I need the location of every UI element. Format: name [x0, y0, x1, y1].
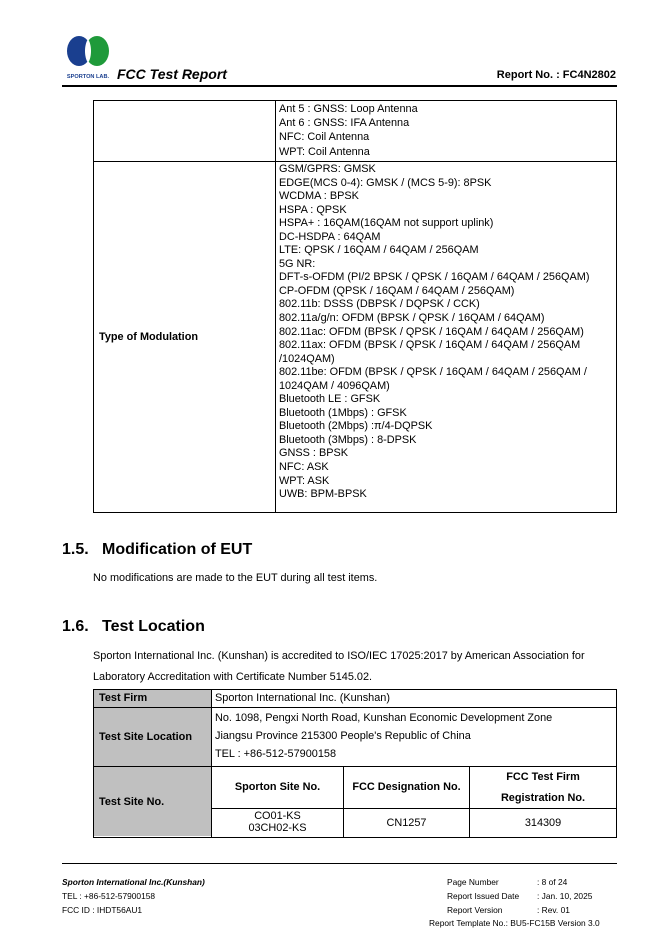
section-heading-test-location: [62, 618, 205, 636]
test-site-no-label-cell: [94, 767, 211, 836]
page-number-value: : 8 of 24: [537, 877, 568, 887]
test-site-no-label: Test Site No.: [99, 796, 165, 808]
list-item: 802.11be: OFDM (BPSK / QPSK / 16QAM / 64QAM / 256QAM /: [279, 366, 587, 379]
report-title: FCC Test Report: [117, 66, 227, 82]
report-version-value: : Rev. 01: [537, 905, 570, 915]
test-firm-label: Test Firm: [99, 692, 148, 704]
site-no-value-line1: CO01-KS: [254, 810, 301, 822]
test-location-table: [93, 689, 617, 838]
list-item: WPT: ASK: [279, 474, 330, 487]
address-line2: Jiangsu Province 215300 People's Republic of China: [215, 730, 471, 742]
list-item: NFC: ASK: [279, 461, 329, 474]
issued-date-label: Report Issued Date: [447, 891, 520, 901]
list-item: NFC: Coil Antenna: [279, 131, 370, 144]
section-title: Test Location: [102, 618, 205, 635]
list-item: GNSS : BPSK: [279, 447, 348, 460]
list-item: Bluetooth LE : GFSK: [279, 393, 381, 406]
section-heading-modification: [62, 541, 252, 559]
column-divider: [275, 101, 276, 512]
list-item: LTE: QPSK / 16QAM / 64QAM / 256QAM: [279, 244, 479, 257]
list-item: /1024QAM): [279, 352, 335, 365]
section-title: Modification of EUT: [102, 541, 253, 558]
fcc-registration-value: 314309: [524, 817, 562, 829]
list-item: 5G NR:: [279, 257, 316, 270]
list-item: 802.11b: DSSS (DBPSK / DQPSK / CCK): [279, 298, 480, 311]
test-site-location-label-cell: [94, 708, 211, 766]
list-item: Bluetooth (1Mbps) : GFSK: [279, 406, 407, 419]
list-item: 802.11ac: OFDM (BPSK / QPSK / 16QAM / 64QAM / 256QAM): [279, 325, 584, 338]
row-divider: [211, 808, 616, 809]
list-item: Ant 5 : GNSS: Loop Antenna: [279, 103, 418, 115]
test-site-location-label: Test Site Location: [99, 731, 192, 743]
page-number-label: Page Number: [447, 877, 499, 887]
issued-date-value: : Jan. 10, 2025: [537, 891, 593, 901]
logo-text: SPORTON LAB.: [66, 74, 110, 80]
header-rule: [62, 85, 617, 87]
telephone: TEL : +86-512-57900158: [215, 748, 336, 760]
list-item: HSPA+ : 16QAM(16QAM not support uplink): [279, 217, 494, 230]
list-item: Bluetooth (2Mbps) :π/4-DQPSK: [279, 420, 433, 433]
row-divider: [94, 707, 616, 708]
test-firm-label-cell: [94, 690, 211, 707]
list-item: 1024QAM / 4096QAM): [279, 379, 390, 392]
list-item: WPT: Coil Antenna: [279, 145, 370, 158]
footer-rule: [62, 863, 617, 864]
section-number: 1.6.: [62, 618, 89, 635]
accreditation-text-line1: Sporton International Inc. (Kunshan) is accredited to ISO/IEC 17025:2017 by American Association for: [93, 650, 585, 662]
fcc-registration-header-line2: Registration No.: [500, 792, 586, 804]
fcc-registration-header-line1: FCC Test Firm: [506, 771, 580, 783]
modulation-list: [279, 163, 589, 502]
footer-tel: TEL : +86-512-57900158: [62, 891, 156, 901]
report-version-label: Report Version: [447, 905, 503, 915]
modification-text: No modifications are made to the EUT during all test items.: [93, 572, 378, 584]
list-item: CP-OFDM (QPSK / 16QAM / 64QAM / 256QAM): [279, 284, 515, 297]
list-item: DC-HSDPA : 64QAM: [279, 230, 381, 243]
footer-company: Sporton International Inc.(Kunshan): [62, 877, 205, 887]
test-firm-value: Sporton International Inc. (Kunshan): [215, 692, 390, 704]
report-number: Report No. : FC4N2802: [496, 69, 616, 81]
list-item: EDGE(MCS 0-4): GMSK / (MCS 5-9): 8PSK: [279, 176, 492, 189]
footer-fcc-id: FCC ID : IHDT56AU1: [62, 905, 143, 915]
list-item: HSPA : QPSK: [279, 203, 347, 216]
section-number: 1.5.: [62, 541, 89, 558]
list-item: Ant 6 : GNSS: IFA Antenna: [279, 117, 410, 130]
list-item: UWB: BPM-BPSK: [279, 488, 367, 501]
row-divider: [94, 766, 616, 767]
list-item: WCDMA : BPSK: [279, 190, 359, 203]
list-item: DFT-s-OFDM (PI/2 BPSK / QPSK / 16QAM / 64QAM / 256QAM): [279, 271, 590, 284]
list-item: 802.11ax: OFDM (BPSK / QPSK / 16QAM / 64QAM / 256QAM: [279, 339, 581, 352]
list-item: 802.11a/g/n: OFDM (BPSK / QPSK / 16QAM / 64QAM): [279, 312, 545, 325]
site-no-value-line2: 03CH02-KS: [248, 822, 307, 834]
list-item: Bluetooth (3Mbps) : 8-DPSK: [279, 433, 417, 446]
report-template: Report Template No.: BU5-FC15B Version 3.0: [429, 918, 600, 928]
sporton-site-no-header: Sporton Site No.: [234, 781, 321, 793]
sporton-logo: [63, 33, 113, 81]
modulation-table: [93, 100, 617, 513]
accreditation-text-line2: Laboratory Accreditation with Certificate Number 5145.02.: [93, 671, 373, 683]
antenna-list: [279, 102, 418, 159]
list-item: GSM/GPRS: GMSK: [279, 163, 376, 175]
fcc-designation-value: CN1257: [386, 817, 427, 829]
type-of-modulation-label: Type of Modulation: [99, 331, 199, 343]
address-line1: No. 1098, Pengxi North Road, Kunshan Economic Development Zone: [215, 712, 553, 724]
fcc-designation-header: FCC Designation No.: [352, 781, 461, 793]
